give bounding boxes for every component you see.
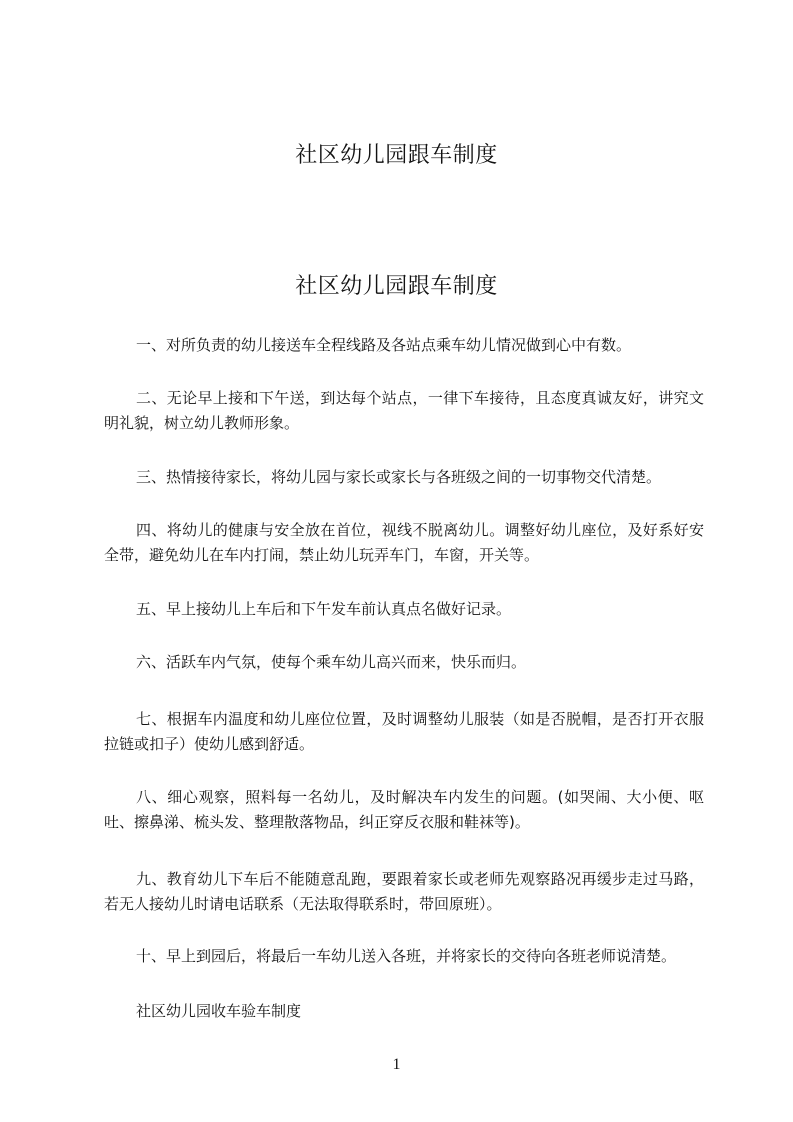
rule-paragraph-2: 二、无论早上接和下午送，到达每个站点，一律下车接待，且态度真诚友好，讲究文明礼貌，树立幼儿教师形象。: [104, 389, 704, 432]
rule-paragraph-3: 三、热情接待家长，将幼儿园与家长或家长与各班级之间的一切事物交代清楚。: [136, 468, 662, 486]
document-title: 社区幼儿园跟车制度: [295, 143, 498, 168]
rule-paragraph-9: 九、教育幼儿下车后不能随意乱跑，要跟着家长或老师先观察路况再缓步走过马路，若无人接幼儿时请电话联系（无法取得联系时，带回原班）。: [104, 870, 704, 913]
page-number: 1: [392, 1056, 401, 1073]
rule-paragraph-7: 七、根据车内温度和幼儿座位位置，及时调整幼儿服装（如是否脱帽，是否打开衣服拉链或扣子）使幼儿感到舒适。: [104, 710, 704, 753]
next-section-heading: 社区幼儿园收车验车制度: [136, 1002, 302, 1020]
rule-paragraph-10: 十、早上到园后，将最后一车幼儿送入各班，并将家长的交待向各班老师说清楚。: [136, 947, 677, 965]
rule-paragraph-4: 四、将幼儿的健康与安全放在首位，视线不脱离幼儿。调整好幼儿座位，及好系好安全带，避免幼儿在车内打闹，禁止幼儿玩弄车门，车窗，开关等。: [104, 521, 704, 564]
rule-paragraph-5: 五、早上接幼儿上车后和下午发车前认真点名做好记录。: [136, 600, 512, 618]
section-title: 社区幼儿园跟车制度: [295, 274, 498, 299]
rule-paragraph-6: 六、活跃车内气氛，使每个乘车幼儿高兴而来，快乐而归。: [136, 653, 527, 671]
rule-paragraph-1: 一、对所负责的幼儿接送车全程线路及各站点乘车幼儿情况做到心中有数。: [136, 336, 632, 354]
rule-paragraph-8: 八、细心观察，照料每一名幼儿，及时解决车内发生的问题。(如哭闹、大小便、呕吐、擦鼻涕、梳头发、整理散落物品，纠正穿反衣服和鞋袜等)。: [104, 788, 704, 831]
